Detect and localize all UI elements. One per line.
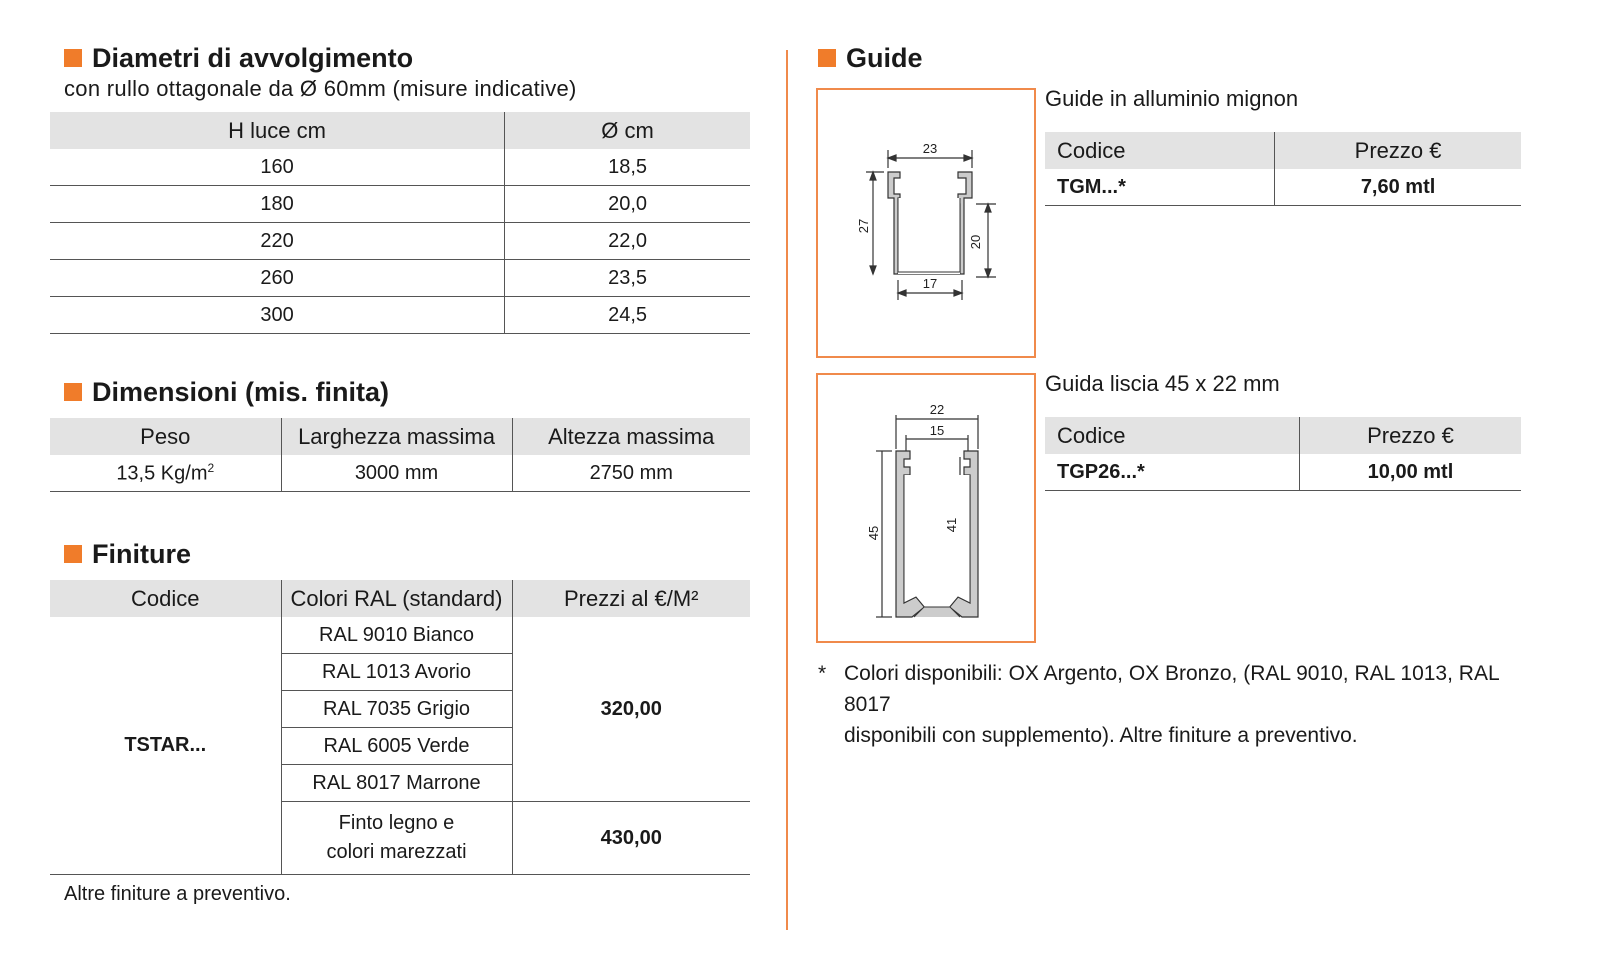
guide2-table — [1045, 417, 1521, 491]
cell-code: TGP26...* — [1045, 454, 1299, 491]
header-prezzo: Prezzo € — [1299, 417, 1521, 454]
cell-color: RAL 7035 Grigio — [281, 691, 512, 728]
cell-h: 160 — [50, 149, 505, 186]
header-h-luce: H luce cm — [50, 112, 505, 149]
cell-color: RAL 8017 Marrone — [281, 765, 512, 802]
finiture-title-text: Finiture — [92, 538, 191, 569]
cell-h: 220 — [50, 223, 505, 260]
cell-price-standard: 320,00 — [512, 617, 750, 802]
cell-color: RAL 6005 Verde — [281, 728, 512, 765]
left-column — [50, 40, 750, 906]
cell-peso — [50, 455, 281, 492]
orange-square-icon — [64, 545, 82, 563]
finiture-note: Altre finiture a preventivo. — [64, 883, 291, 905]
footnote-line2: disponibili con supplemento). Altre finiture a preventivo. — [844, 724, 1358, 747]
cell-color: RAL 1013 Avorio — [281, 654, 512, 691]
diametri-title-text: Diametri di avvolgimento — [92, 42, 414, 73]
header-larghezza: Larghezza massima — [281, 418, 512, 455]
finiture-table — [50, 580, 750, 875]
table-row — [50, 260, 750, 297]
section-title-dimensioni — [50, 374, 750, 410]
table-row — [50, 149, 750, 186]
header-prezzo: Prezzo € — [1275, 132, 1521, 169]
cell-d: 18,5 — [505, 149, 750, 186]
dim-outer-w-label: 22 — [929, 402, 945, 417]
cell-code: TGM...* — [1045, 169, 1275, 206]
table-row — [50, 297, 750, 334]
cell-special — [281, 802, 512, 875]
guide-title-text: Guide — [846, 42, 923, 73]
header-codice: Codice — [1045, 417, 1299, 454]
cell-h: 300 — [50, 297, 505, 334]
section-title-guide — [804, 40, 1558, 76]
orange-square-icon — [818, 49, 836, 67]
guide2-profile-icon — [818, 375, 1034, 641]
dimensioni-table — [50, 418, 750, 492]
footnote-star: * — [818, 662, 827, 685]
cell-larghezza: 3000 mm — [281, 455, 512, 492]
guide1-table — [1045, 132, 1521, 206]
orange-square-icon — [64, 383, 82, 401]
dim-right-label: 20 — [968, 234, 983, 250]
dim-top-label: 23 — [922, 141, 938, 156]
peso-value: 13,5 Kg/m — [116, 462, 208, 485]
header-altezza: Altezza massima — [512, 418, 750, 455]
peso-sup: 2 — [207, 460, 215, 475]
cell-price: 7,60 mtl — [1275, 169, 1521, 206]
header-codice: Codice — [50, 580, 281, 617]
guide2-name: Guida liscia 45 x 22 mm — [1045, 371, 1280, 396]
column-divider — [786, 50, 788, 930]
cell-price-special: 430,00 — [512, 802, 750, 875]
header-diametro: Ø cm — [505, 112, 750, 149]
header-peso: Peso — [50, 418, 281, 455]
guide1-drawing — [816, 88, 1036, 358]
cell-d: 23,5 — [505, 260, 750, 297]
section-title-diametri — [50, 40, 750, 76]
dim-inner-w-label: 15 — [929, 423, 945, 438]
diametri-subtitle: con rullo ottagonale da Ø 60mm (misure indicative) — [64, 76, 577, 101]
diametri-table — [50, 112, 750, 334]
cell-h: 260 — [50, 260, 505, 297]
guide1-profile-icon — [818, 90, 1034, 356]
header-colori: Colori RAL (standard) — [281, 580, 512, 617]
guide1-name: Guide in alluminio mignon — [1045, 86, 1299, 111]
cell-d: 22,0 — [505, 223, 750, 260]
cell-h: 180 — [50, 186, 505, 223]
table-row — [50, 223, 750, 260]
cell-price: 10,00 mtl — [1299, 454, 1521, 491]
header-codice: Codice — [1045, 132, 1275, 169]
cell-d: 20,0 — [505, 186, 750, 223]
cell-color: RAL 9010 Bianco — [281, 617, 512, 654]
cell-d: 24,5 — [505, 297, 750, 334]
orange-square-icon — [64, 49, 82, 67]
footnote-line1: Colori disponibili: OX Argento, OX Bronzo, (RAL 9010, RAL 1013, RAL 8017 — [844, 662, 1499, 716]
special-line2: colori marezzati — [326, 841, 467, 863]
dimensioni-title-text: Dimensioni (mis. finita) — [92, 376, 390, 407]
section-title-finiture — [50, 536, 750, 572]
table-row — [50, 617, 750, 654]
cell-codice: TSTAR... — [50, 617, 281, 875]
special-line1: Finto legno e — [338, 812, 455, 834]
table-row — [1045, 454, 1521, 491]
cell-altezza: 2750 mm — [512, 455, 750, 492]
guide2-drawing — [816, 373, 1036, 643]
dim-outer-h-label: 45 — [866, 525, 881, 541]
table-row — [1045, 169, 1521, 206]
dim-inner-h-label: 41 — [944, 517, 959, 533]
header-prezzi: Prezzi al €/M² — [512, 580, 750, 617]
right-column — [818, 40, 1558, 747]
dim-left-label: 27 — [856, 218, 871, 234]
table-row — [50, 455, 750, 492]
table-row — [50, 186, 750, 223]
guide-footnote — [818, 658, 1538, 751]
dim-bottom-label: 17 — [922, 276, 938, 291]
